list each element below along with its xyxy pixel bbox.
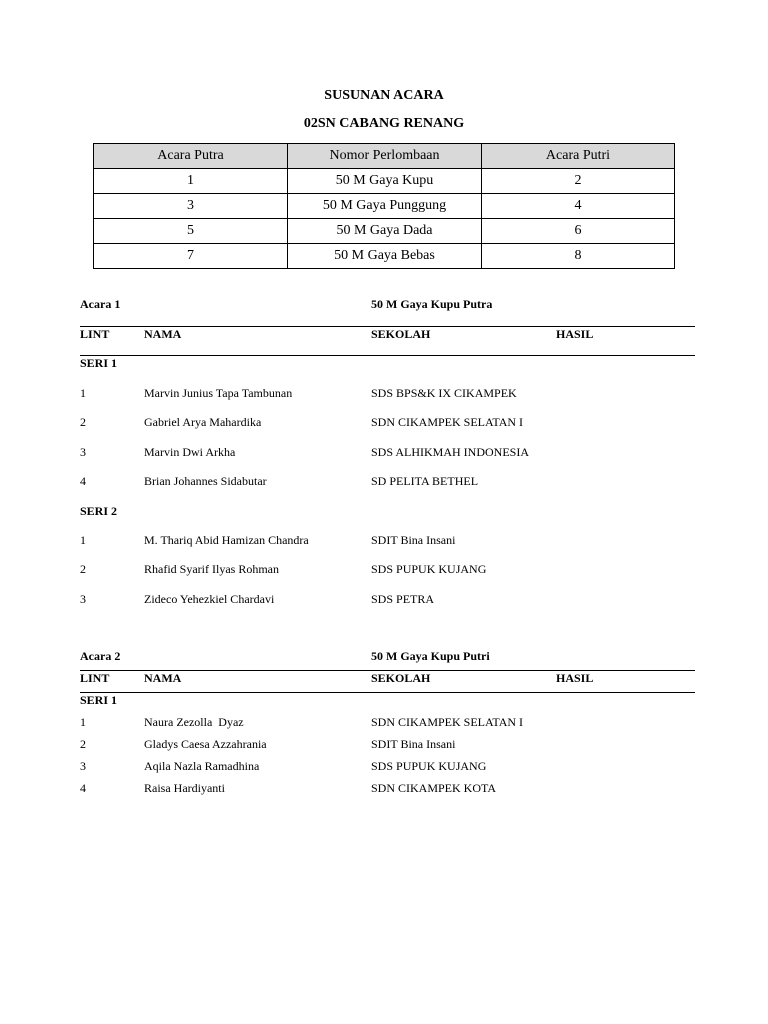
column-header-nama: NAMA	[144, 671, 182, 685]
table-cell: 50 M Gaya Kupu	[288, 169, 482, 194]
table-cell: 8	[482, 244, 675, 269]
school: SDIT Bina Insani	[371, 533, 456, 547]
school: SDN CIKAMPEK SELATAN I	[371, 715, 524, 729]
table-cell: 50 M Gaya Dada	[288, 219, 482, 244]
swimmer-name: Marvin Junius Tapa Tambunan	[144, 386, 293, 400]
column-header-hasil: HASIL	[556, 327, 594, 341]
list-item	[80, 758, 695, 774]
column-header-row	[80, 670, 695, 686]
table-cell: 4	[482, 194, 675, 219]
table-cell: 5	[94, 219, 288, 244]
swimmer-name: Marvin Dwi Arkha	[144, 445, 236, 459]
event-heading	[80, 296, 695, 312]
column-header-nama: NAMA	[144, 327, 182, 341]
page-subtitle: 02SN CABANG RENANG	[303, 116, 465, 131]
school: SDN CIKAMPEK KOTA	[371, 781, 497, 795]
table-cell: 50 M Gaya Bebas	[288, 244, 482, 269]
list-item	[80, 473, 695, 489]
table-row	[94, 169, 675, 194]
school: SDIT Bina Insani	[371, 737, 456, 751]
list-item	[80, 532, 695, 548]
school: SDS PUPUK KUJANG	[371, 562, 487, 576]
swimmer-name: Zideco Yehezkiel Chardavi	[144, 592, 275, 606]
swimmer-name: M. Thariq Abid Hamizan Chandra	[144, 533, 309, 547]
table-cell: 7	[94, 244, 288, 269]
list-item	[80, 736, 695, 752]
table-cell: 3	[94, 194, 288, 219]
school: SDS BPS&K IX CIKAMPEK	[371, 386, 517, 400]
lane: 1	[80, 386, 86, 400]
table-row	[94, 219, 675, 244]
swimmer-name: Raisa Hardiyanti	[144, 781, 225, 795]
event-label: Acara 1	[80, 297, 121, 311]
event-heading	[80, 648, 695, 664]
heat-label	[80, 355, 695, 371]
table-header: Acara Putri	[482, 144, 675, 169]
lane: 3	[80, 759, 86, 773]
event-name: 50 M Gaya Kupu Putra	[371, 297, 493, 311]
heat-label	[80, 692, 695, 708]
swimmer-name: Gabriel Arya Mahardika	[144, 415, 262, 429]
column-header-hasil: HASIL	[556, 671, 594, 685]
lane: 2	[80, 562, 86, 576]
lane: 1	[80, 533, 86, 547]
lane: 3	[80, 592, 86, 606]
column-header-lint: LINT	[80, 671, 110, 685]
table-cell: 50 M Gaya Punggung	[288, 194, 482, 219]
column-header-sekolah: SEKOLAH	[371, 327, 431, 341]
school: SDS ALHIKMAH INDONESIA	[371, 445, 530, 459]
heat-label-text: SERI 1	[80, 693, 118, 707]
lane: 4	[80, 781, 86, 795]
heat-label-text: SERI 1	[80, 356, 118, 370]
table-header: Nomor Perlombaan	[288, 144, 482, 169]
school: SDS PETRA	[371, 592, 435, 606]
swimmer-name: Brian Johannes Sidabutar	[144, 474, 267, 488]
swimmer-name: Gladys Caesa Azzahrania	[144, 737, 267, 751]
swimmer-name: Naura Zezolla Dyaz	[144, 715, 244, 729]
school: SD PELITA BETHEL	[371, 474, 479, 488]
table-cell: 1	[94, 169, 288, 194]
column-header-lint: LINT	[80, 327, 110, 341]
list-item	[80, 444, 695, 460]
list-item	[80, 780, 695, 796]
event-summary-table	[93, 143, 675, 269]
swimmer-name: Rhafid Syarif Ilyas Rohman	[144, 562, 279, 576]
heat-label-text: SERI 2	[80, 504, 118, 518]
event-label: Acara 2	[80, 649, 121, 663]
lane: 4	[80, 474, 86, 488]
list-item	[80, 561, 695, 577]
column-header-sekolah: SEKOLAH	[371, 671, 431, 685]
list-item	[80, 414, 695, 430]
table-row	[94, 244, 675, 269]
list-item	[80, 591, 695, 607]
event-name: 50 M Gaya Kupu Putri	[371, 649, 490, 663]
page-title: SUSUNAN ACARA	[324, 88, 444, 103]
school: SDS PUPUK KUJANG	[371, 759, 487, 773]
table-header-row	[94, 144, 675, 169]
lane: 2	[80, 737, 86, 751]
lane: 1	[80, 715, 86, 729]
table-header: Acara Putra	[94, 144, 288, 169]
table-cell: 2	[482, 169, 675, 194]
lane: 2	[80, 415, 86, 429]
school: SDN CIKAMPEK SELATAN I	[371, 415, 524, 429]
list-item	[80, 714, 695, 730]
heat-label	[80, 503, 695, 519]
table-cell: 6	[482, 219, 675, 244]
swimmer-name: Aqila Nazla Ramadhina	[144, 759, 260, 773]
lane: 3	[80, 445, 86, 459]
list-item	[80, 385, 695, 401]
table-row	[94, 194, 675, 219]
column-header-row	[80, 326, 695, 342]
